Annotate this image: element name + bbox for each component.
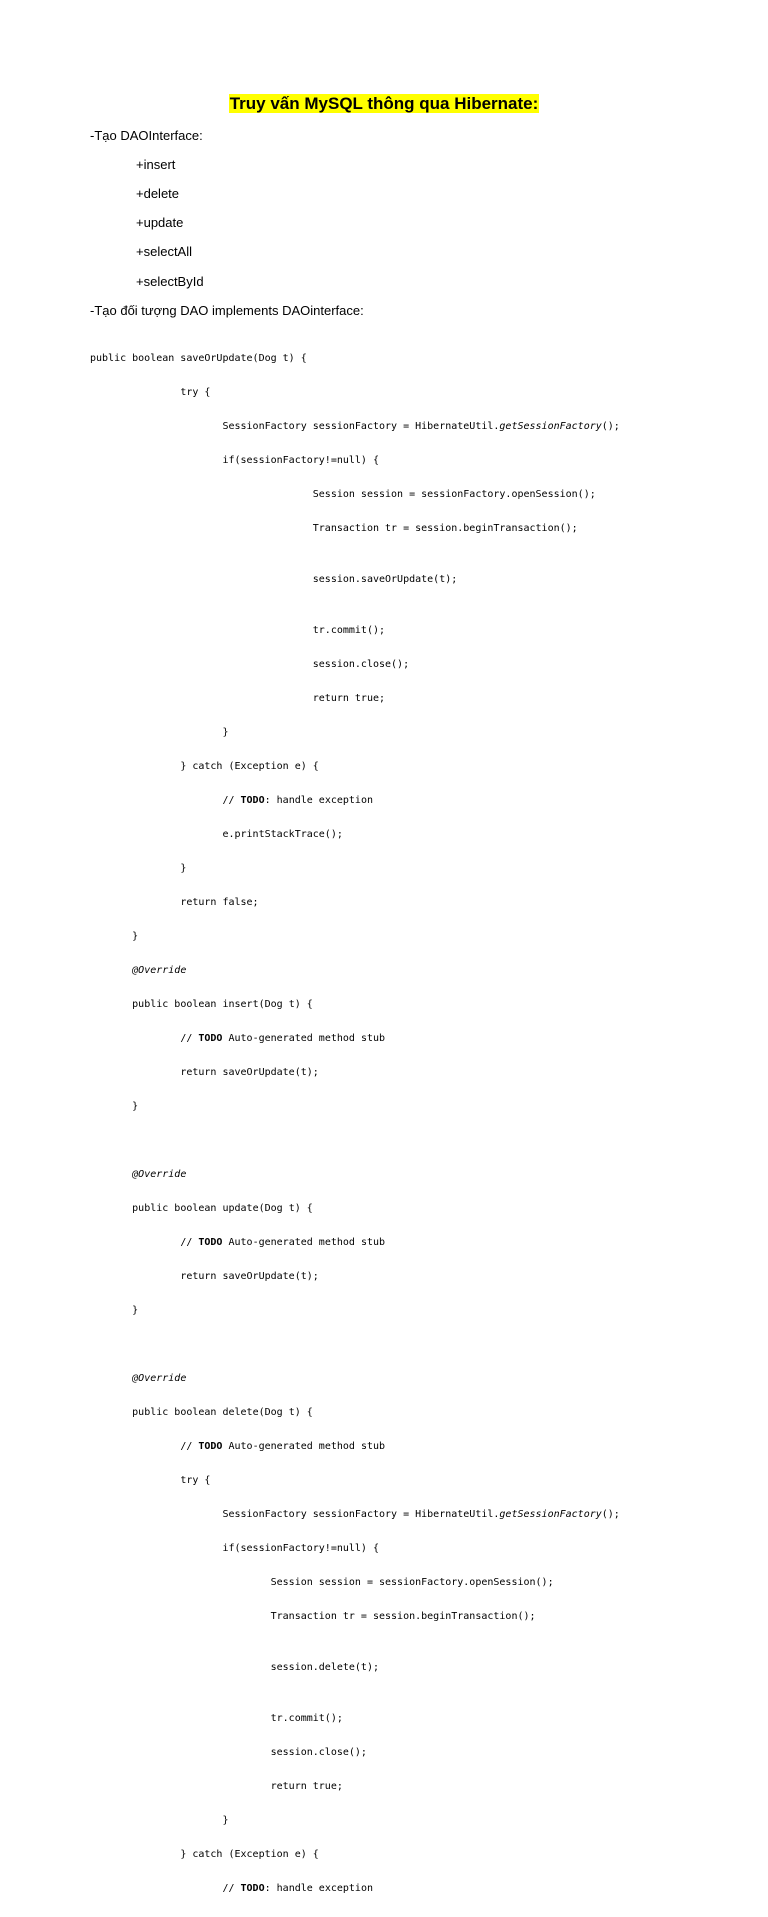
section-heading-dao-object: -Tạo đối tượng DAO implements DAOinterface: (90, 303, 364, 318)
code-line: // TODO Auto-generated method stub (180, 1237, 386, 1248)
list-item: +selectAll (136, 244, 192, 259)
code-line: Session session = sessionFactory.openSession(); (270, 1577, 554, 1588)
code-line: return true; (312, 693, 386, 704)
code-line: } (180, 863, 187, 874)
code-line: Transaction tr = session.beginTransaction(); (312, 523, 578, 534)
list-item: +update (136, 215, 184, 230)
code-line: return true; (270, 1781, 343, 1792)
list-item: +selectById (136, 274, 204, 289)
code-line: session.close(); (312, 659, 410, 670)
code-line: // TODO: handle exception (222, 795, 373, 806)
code-line: return saveOrUpdate(t); (180, 1067, 319, 1078)
page-title (0, 94, 768, 114)
code-line: return false; (180, 897, 259, 908)
code-line (90, 1339, 620, 1351)
code-line: public boolean saveOrUpdate(Dog t) { (90, 353, 307, 364)
code-line: } catch (Exception e) { (180, 761, 319, 772)
code-line: Session session = sessionFactory.openSession(); (312, 489, 596, 500)
code-line: } (132, 1305, 139, 1316)
code-line: // TODO Auto-generated method stub (180, 1441, 386, 1452)
code-line: tr.commit(); (270, 1713, 343, 1724)
code-line (90, 1135, 620, 1147)
code-line: tr.commit(); (312, 625, 386, 636)
code-line: SessionFactory sessionFactory = HibernateUtil.getSessionFactory(); (222, 1509, 620, 1520)
code-line: } (132, 931, 139, 942)
code-line: // TODO Auto-generated method stub (180, 1033, 386, 1044)
code-line: try { (180, 1475, 211, 1486)
code-line: if(sessionFactory!=null) { (222, 455, 379, 466)
code-line: session.close(); (270, 1747, 367, 1758)
title-highlight: Truy vấn MySQL thông qua Hibernate: (229, 94, 539, 113)
code-line: @Override (132, 1373, 187, 1384)
code-line: return saveOrUpdate(t); (180, 1271, 319, 1282)
code-line: SessionFactory sessionFactory = HibernateUtil.getSessionFactory(); (222, 421, 620, 432)
code-line: public boolean update(Dog t) { (132, 1203, 313, 1214)
code-line: public boolean delete(Dog t) { (132, 1407, 313, 1418)
code-line: Transaction tr = session.beginTransaction(); (270, 1611, 536, 1622)
code-line: } catch (Exception e) { (180, 1849, 319, 1860)
code-line: @Override (132, 965, 187, 976)
list-item: +delete (136, 186, 180, 201)
code-line: } (132, 1101, 139, 1112)
code-line: try { (180, 387, 211, 398)
code-line: if(sessionFactory!=null) { (222, 1543, 379, 1554)
code-line: e.printStackTrace(); (222, 829, 343, 840)
code-line: } (222, 727, 229, 738)
code-line: @Override (132, 1169, 187, 1180)
section-heading-dao-interface: -Tạo DAOInterface: (90, 128, 203, 143)
code-line: // TODO: handle exception (222, 1883, 373, 1894)
code-line: } (222, 1815, 229, 1826)
code-line: public boolean insert(Dog t) { (132, 999, 313, 1010)
list-item: +insert (136, 157, 176, 172)
code-block (90, 331, 620, 1917)
code-line: session.delete(t); (270, 1662, 379, 1673)
code-line: session.saveOrUpdate(t); (312, 574, 458, 585)
